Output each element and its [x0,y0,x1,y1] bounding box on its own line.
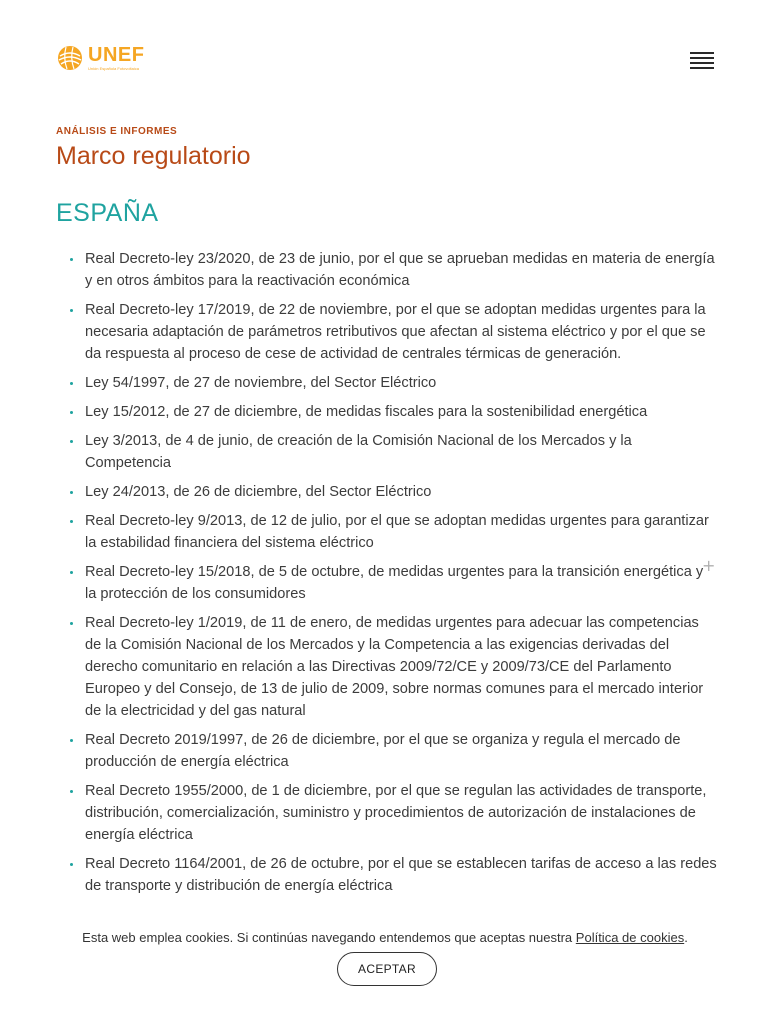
law-list [66,248,718,904]
list-item[interactable]: Real Decreto 2019/1997, de 26 de diciembre, por el que se organiza y regula el mercado de producción de energía eléctrica [66,729,718,773]
accept-cookies-button[interactable]: ACEPTAR [337,952,437,986]
cookie-text: Esta web emplea cookies. Si continúas navegando entendemos que aceptas nuestra [82,930,573,945]
list-item[interactable]: Real Decreto-ley 15/2018, de 5 de octubre, de medidas urgentes para la transición energética y la protección de los consumidores [66,561,718,605]
logo-wordmark: UNEF [88,44,145,66]
cookie-banner [0,914,768,1024]
list-item[interactable]: Ley 54/1997, de 27 de noviembre, del Sector Eléctrico [66,372,718,394]
list-item[interactable]: Real Decreto 1164/2001, de 26 de octubre, por el que se establecen tarifas de acceso a las redes de transporte y distribución de energía eléctrica [66,853,718,897]
list-item[interactable]: Ley 3/2013, de 4 de junio, de creación de la Comisión Nacional de los Mercados y la Competencia [66,430,718,474]
unef-logo[interactable] [56,44,144,72]
sun-globe-icon [56,44,84,72]
list-item[interactable]: Ley 24/2013, de 26 de diciembre, del Sector Eléctrico [66,481,718,503]
cookie-policy-link[interactable]: Política de cookies [575,930,685,945]
cookie-message [80,924,690,986]
list-item[interactable]: Ley 15/2012, de 27 de diciembre, de medidas fiscales para la sostenibilidad energética [66,401,718,423]
list-item[interactable]: Real Decreto-ley 23/2020, de 23 de junio, por el que se aprueban medidas en materia de energía y en otros ámbitos para la reactivación económica [66,248,718,292]
law-list-viewport [0,244,768,914]
section-eyebrow: ANÁLISIS E INFORMES [56,126,178,137]
hamburger-menu-icon[interactable] [690,52,714,70]
logo-subtitle: Unión Española Fotovoltaica [88,66,139,71]
cookie-period: . [684,930,688,945]
list-item[interactable]: Real Decreto-ley 17/2019, de 22 de noviembre, por el que se adoptan medidas urgentes para la necesaria adaptación de parámetros retributivos que afectan al sistema eléctrico y por el que se da respuesta al proceso de cese de actividad de centrales térmicas de generación. [66,299,718,365]
section-title-spain: ESPAÑA [56,199,159,227]
expand-plus-icon[interactable]: + [702,556,716,575]
list-item[interactable]: Real Decreto 1955/2000, de 1 de diciembre, por el que se regulan las actividades de transporte, distribución, comercialización, suministro y procedimientos de autorización de instalaciones de energía eléctrica [66,780,718,846]
page-title: Marco regulatorio [56,142,251,170]
list-item[interactable]: Real Decreto-ley 9/2013, de 12 de julio, por el que se adoptan medidas urgentes para garantizar la estabilidad financiera del sistema eléctrico [66,510,718,554]
list-item[interactable]: Real Decreto-ley 1/2019, de 11 de enero, de medidas urgentes para adecuar las competencias de la Comisión Nacional de los Mercados y la Competencia a las exigencias derivadas del derecho comunitario en relación a las Directivas 2009/72/CE y 2009/73/CE del Parlamento Europeo y del Consejo, de 13 de julio de 2009, sobre normas comunes para el mercado interior de la electricidad y del gas natural [66,612,718,722]
